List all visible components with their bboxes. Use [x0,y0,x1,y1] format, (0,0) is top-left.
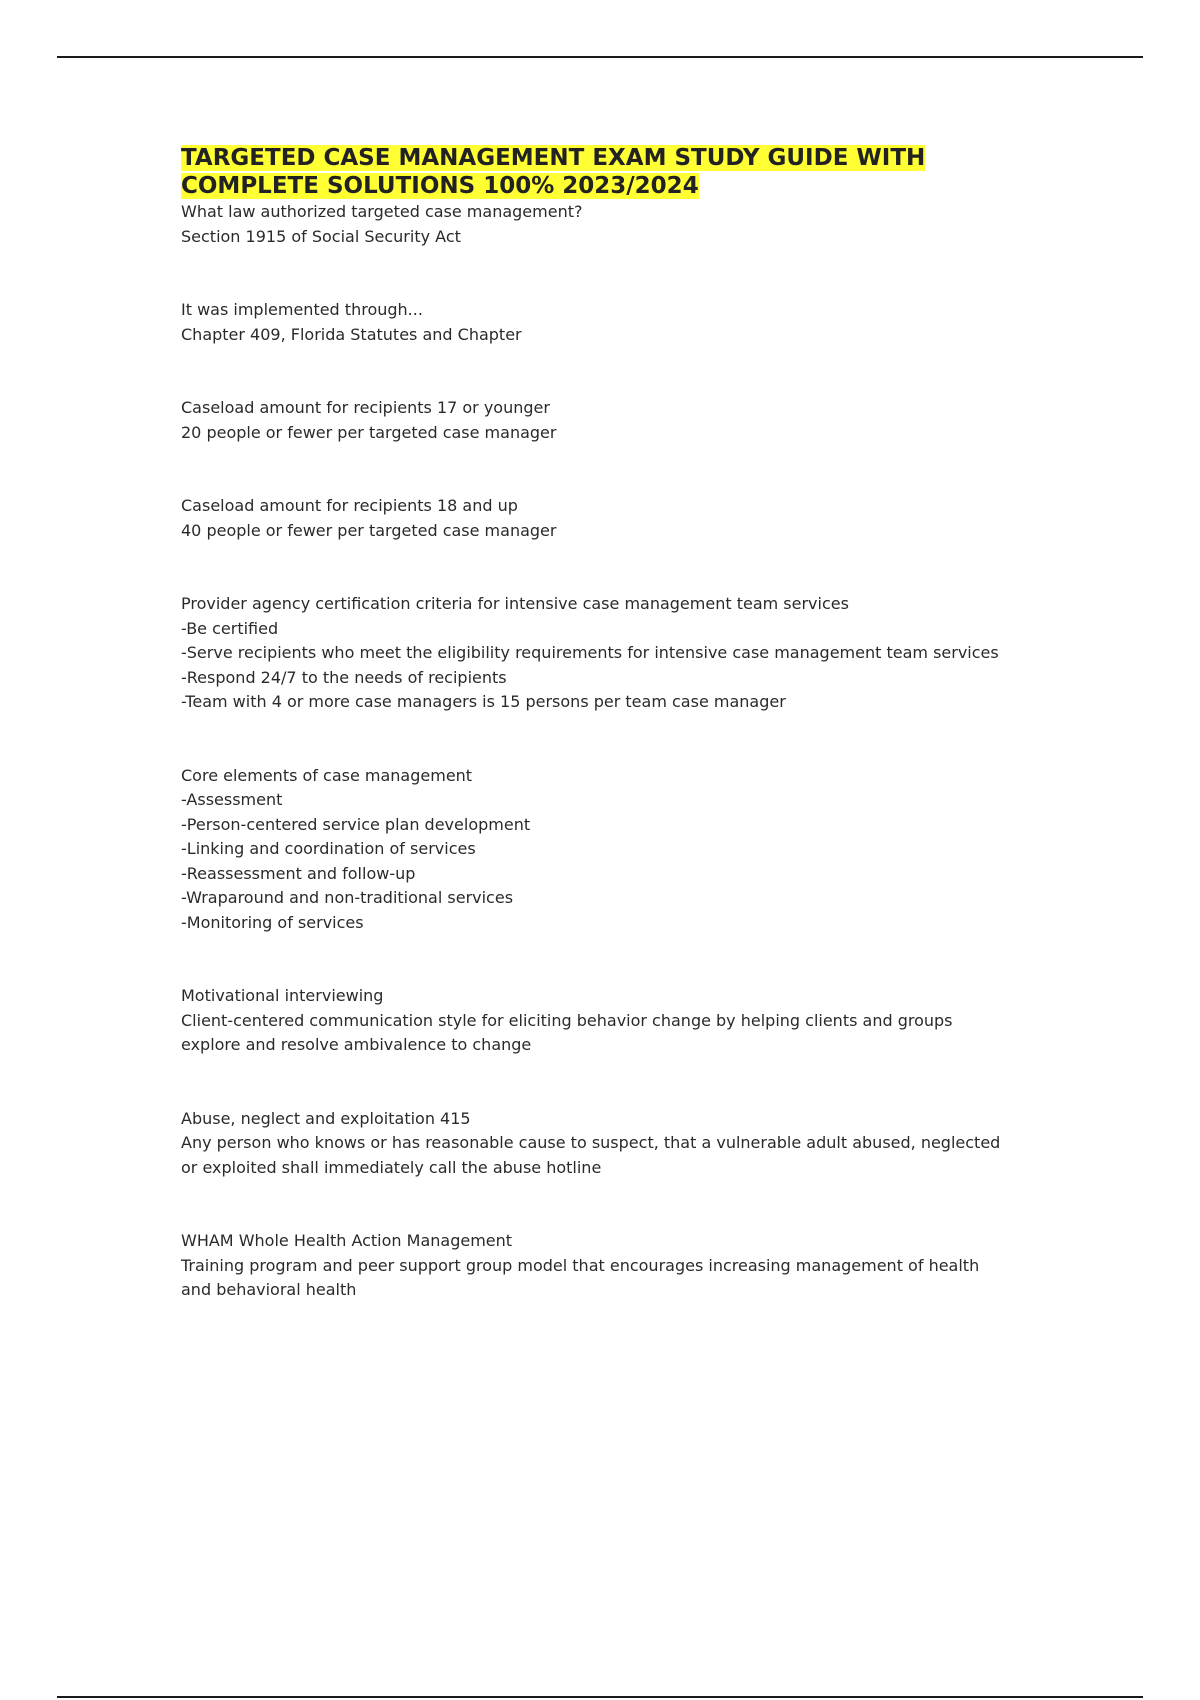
answer-line: -Serve recipients who meet the eligibility requirements for intensive case management team services [181,643,999,662]
qa-item-4 [181,494,1081,543]
answer-line: Chapter 409, Florida Statutes and Chapter [181,324,522,344]
question: Caseload amount for recipients 17 or younger [181,398,550,417]
answer-line: Section 1915 of Social Security Act [181,226,461,246]
answer-line: 40 people or fewer per targeted case manager [181,520,557,540]
question: Caseload amount for recipients 18 and up [181,496,518,515]
answer-line: -Team with 4 or more case managers is 15 persons per team case manager [181,692,786,711]
question: WHAM Whole Health Action Management [181,1231,513,1250]
qa-item-7 [181,984,1081,1058]
answer-line: explore and resolve ambivalence to change [181,1035,532,1054]
question: Provider agency certification criteria for intensive case management team services [181,594,849,613]
question: Abuse, neglect and exploitation 415 [181,1108,471,1128]
title-line-2: COMPLETE SOLUTIONS 100% 2023/2024 [181,173,699,199]
answer-line: 20 people or fewer per targeted case manager [181,422,557,442]
qa-item-1 [181,200,1081,249]
title-line-1: TARGETED CASE MANAGEMENT EXAM STUDY GUIDE WITH [181,145,926,171]
answer-line: Client-centered communication style for eliciting behavior change by helping clients and groups [181,1010,953,1030]
answer-line: or exploited shall immediately call the abuse hotline [181,1157,602,1177]
qa-item-8 [181,1107,1081,1181]
document-body [181,144,1081,1303]
question: Core elements of case management [181,765,473,785]
answer-line: -Be certified [181,618,279,638]
answer-line: Any person who knows or has reasonable cause to suspect, that a vulnerable adult abused, neglected [181,1133,1001,1152]
question: Motivational interviewing [181,986,384,1005]
qa-item-5 [181,592,1081,715]
answer-line: -Respond 24/7 to the needs of recipients [181,667,507,687]
bottom-rule [57,1696,1143,1698]
question: It was implemented through... [181,300,423,319]
document-title [181,144,1081,200]
qa-item-2 [181,298,1081,347]
answer-line: -Wraparound and non-traditional services [181,888,514,907]
answer-line: -Reassessment and follow-up [181,863,416,883]
qa-item-9 [181,1229,1081,1303]
qa-item-3 [181,396,1081,445]
answer-line: Training program and peer support group model that encourages increasing management of health [181,1255,980,1275]
answer-line: -Linking and coordination of services [181,839,476,858]
answer-line: -Assessment [181,790,283,809]
qa-item-6 [181,764,1081,936]
question: What law authorized targeted case management? [181,202,583,221]
answer-line: and behavioral health [181,1280,357,1299]
answer-line: -Monitoring of services [181,912,364,932]
answer-line: -Person-centered service plan development [181,814,531,834]
top-rule [57,56,1143,58]
